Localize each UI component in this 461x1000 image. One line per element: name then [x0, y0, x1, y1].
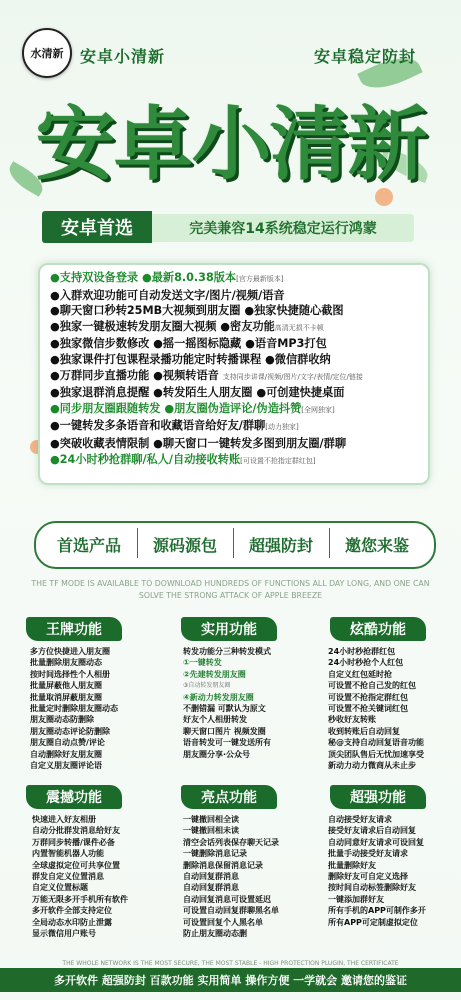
section-list-shock	[32, 814, 172, 939]
section-title-highlight: 亮点功能	[181, 785, 277, 809]
list-item: ④新动力转发朋友圈	[183, 692, 254, 702]
list-item: 秘@支持自动回复语音功能	[328, 738, 424, 748]
list-item: 按时间自动标签删除好友	[328, 883, 416, 893]
list-item: 自动分批群发消息给好友	[32, 826, 120, 836]
bar-item-invite: 邀您来鉴	[344, 535, 409, 555]
list-item: 新动力动力微商从未止步	[328, 761, 416, 771]
english-note: THE TF MODE IS AVAILABLE TO DOWNLOAD HUNDREDS OF FUNCTIONS ALL DAY LONG, AND ONE CAN SOLVE THE STRONG ATTACK OF APPLE BREEZE	[31, 579, 430, 600]
section-title-trump: 王牌功能	[26, 617, 122, 641]
list-item: 可设置不抢关键词红包	[328, 704, 408, 714]
list-item: 自动回复群消息	[183, 872, 239, 882]
footer-english: THE WHOLE NETWORK IS THE MOST SECURE, THE MOST STABLE - HIGH PROTECTION PLUGIN, THE CERTIFICATE	[62, 960, 399, 967]
feature-line: ●独家一键极速转发朋友圈大视频 ●密友功能高清无损不卡顿	[50, 319, 324, 333]
section-title-cool: 炫酷功能	[330, 617, 426, 641]
list-item: 多开软件全部支持定位	[32, 906, 112, 916]
bar-item-product: 首选产品	[56, 535, 121, 555]
header-right-tag: 安卓稳定防封	[314, 47, 417, 66]
list-item: ③自动转发朋友圈	[183, 682, 231, 690]
page-title: 安卓小清新	[35, 98, 426, 191]
list-item: 朋友圈自动点赞/评论	[30, 738, 105, 748]
logo-text: 水清新	[30, 46, 64, 60]
list-item: 24小时秒抢群红包	[328, 647, 396, 656]
bar-divider	[329, 528, 330, 558]
bar-item-source: 源码源包	[152, 535, 217, 555]
list-item: 一键撤回相全读	[183, 815, 239, 824]
section-title-shock: 震撼功能	[26, 785, 122, 809]
bar-item-protection: 超强防封	[248, 535, 313, 555]
list-item: 自定义位置标题	[32, 883, 88, 893]
feature-line: ●万群同步直播功能 ●视频转语音 支持同步讲课/视频/图片/文字/表情/定位/链接	[50, 368, 363, 382]
feature-line: ●独家微信步数修改 ●摇一摇图标隐藏 ●语音MP3打包	[50, 337, 327, 351]
list-item: 所有手机的APP可制作多开	[328, 906, 426, 916]
list-item: 自定义朋友圈评论语	[30, 761, 102, 771]
feature-line: ●独家退群消息提醒 ●转发陌生人朋友圈 ●可创建快捷桌面	[50, 386, 345, 400]
list-item: 可设置回复个人黑名单	[183, 917, 263, 927]
section-list-cool	[328, 646, 458, 771]
list-item: 内置智能机器人功能	[32, 849, 104, 859]
list-item: 可设置不抢指定群红包	[328, 692, 408, 702]
feature-line: ●同步朋友圈跟随转发 ●朋友圈伪造评论/伪造抖赞[全网独家]	[50, 401, 335, 415]
list-item: 接受好友请求后自动回复	[328, 826, 416, 836]
list-item: 自动接受好友请求	[328, 815, 392, 824]
list-item: 自动回复群消息	[183, 883, 239, 893]
list-item: 语音转发可一键发送所有	[183, 738, 271, 748]
list-item: 全局动态水印防止泄露	[32, 917, 112, 927]
list-item: 一键添加群好友	[328, 894, 384, 904]
list-item: 收到转账后自动回复	[328, 726, 400, 736]
feature-line: ●24小时秒抢群聊/私人/自动接收转账[可设置不抢指定群红包]	[50, 452, 316, 466]
list-item: 不删错漏 可默认为原文	[183, 704, 266, 714]
list-item: 防止朋友圈动态删	[183, 929, 247, 939]
section-list-highlight	[183, 814, 323, 939]
list-item: ②先建转发朋友圈	[183, 669, 246, 679]
list-item: 批量屏蔽他人朋友圈	[30, 681, 102, 691]
list-item: 自动回复消息可设置延迟	[183, 894, 271, 904]
feature-line: ●聊天窗口秒转25MB大视频到朋友圈 ●独家快捷随心截图	[50, 304, 344, 318]
list-item: 可设置自动回复群聊黑名单	[183, 906, 279, 916]
feature-list	[50, 270, 422, 469]
list-item: 秒收好友转账	[328, 715, 376, 725]
ribbon-left: 安卓首选	[42, 211, 152, 243]
list-item: 显示微信用户账号	[32, 929, 96, 939]
list-item: 全球虚拟定位可共享位置	[32, 860, 120, 870]
header-left-tag: 安卓小清新	[80, 47, 166, 66]
bar-divider	[137, 528, 138, 558]
list-item: 群发自定义位置消息	[32, 872, 104, 882]
feature-line: ●支持双设备登录 ●最新8.0.38版本[官方最新版本]	[50, 271, 284, 284]
section-list-super	[328, 814, 458, 928]
brand-logo	[22, 28, 72, 78]
list-item: 自动删除好友朋友圈	[30, 749, 102, 759]
list-item: 自动同意好友请求可设回复	[328, 837, 424, 847]
list-item: 转发功能分三种转发模式	[183, 647, 271, 656]
list-item: 批量定时删除朋友圈动态	[30, 704, 118, 714]
list-item: 按时间选择性个人相册	[30, 669, 110, 679]
list-item: 快速进入好友相册	[32, 815, 96, 824]
list-item: 朋友圈分享·公众号	[183, 749, 251, 759]
ribbon-right: 完美兼容14系统稳定运行鸿蒙	[152, 214, 414, 242]
list-item: 顶尖团队售后无忧加速享受	[328, 749, 424, 759]
list-item: 朋友圈动态评论防删除	[30, 726, 110, 736]
list-item: 所有APP可定制虚拟定位	[328, 917, 418, 927]
list-item: 一键删除消息记录	[183, 849, 247, 859]
list-item: 删除好友可自定义选择	[328, 872, 408, 882]
feature-line: ●突破收藏表情限制 ●聊天窗口一键转发多图到朋友圈/群聊	[50, 436, 347, 450]
list-item: 多方位快捷进入朋友圈	[30, 647, 110, 656]
list-item: 批量手动接受好友请求	[328, 849, 408, 859]
footer-bar: 多开软件 超强防封 百款功能 实用简单 操作方便 一学就会 邀请您的鉴证	[0, 968, 461, 992]
list-item: 聊天窗口图片 视频发圈	[183, 726, 266, 736]
list-item: 可设置不抢自己发的红包	[328, 681, 416, 691]
feature-line: ●一键转发多条语音和收藏语音给好友/群聊[动力独家]	[50, 419, 299, 433]
list-item: 万群同步转播/课件必备	[32, 837, 115, 847]
list-item: 自定义红包延时抢	[328, 669, 392, 679]
section-list-practical	[183, 646, 323, 760]
list-item: 删除消息保留消息记录	[183, 860, 263, 870]
feature-line: ●独家课件打包课程录播功能定时转播课程 ●微信群收纳	[50, 352, 331, 366]
bar-divider	[233, 528, 234, 558]
list-item: 24小时秒抢个人红包	[328, 658, 404, 668]
list-item: 一键撤回相未读	[183, 826, 239, 836]
section-title-practical: 实用功能	[181, 617, 277, 641]
list-item: 批量删除好友	[328, 860, 376, 870]
list-item: 万能无限多开手机所有软件	[32, 894, 128, 904]
list-item: ①一键转发	[183, 658, 222, 668]
list-item: 清空会话列表保存聊天记录	[183, 837, 279, 847]
list-item: 朋友圈动态防删除	[30, 715, 94, 725]
list-item: 批量取消屏蔽朋友圈	[30, 692, 102, 702]
list-item: 好友个人相册转发	[183, 715, 247, 725]
feature-line: ●入群欢迎功能可自动发送文字/图片/视频/语音	[50, 288, 285, 302]
section-title-super: 超强功能	[330, 785, 426, 809]
list-item: 批量删除朋友圈动态	[30, 658, 102, 668]
section-list-trump	[30, 646, 170, 771]
